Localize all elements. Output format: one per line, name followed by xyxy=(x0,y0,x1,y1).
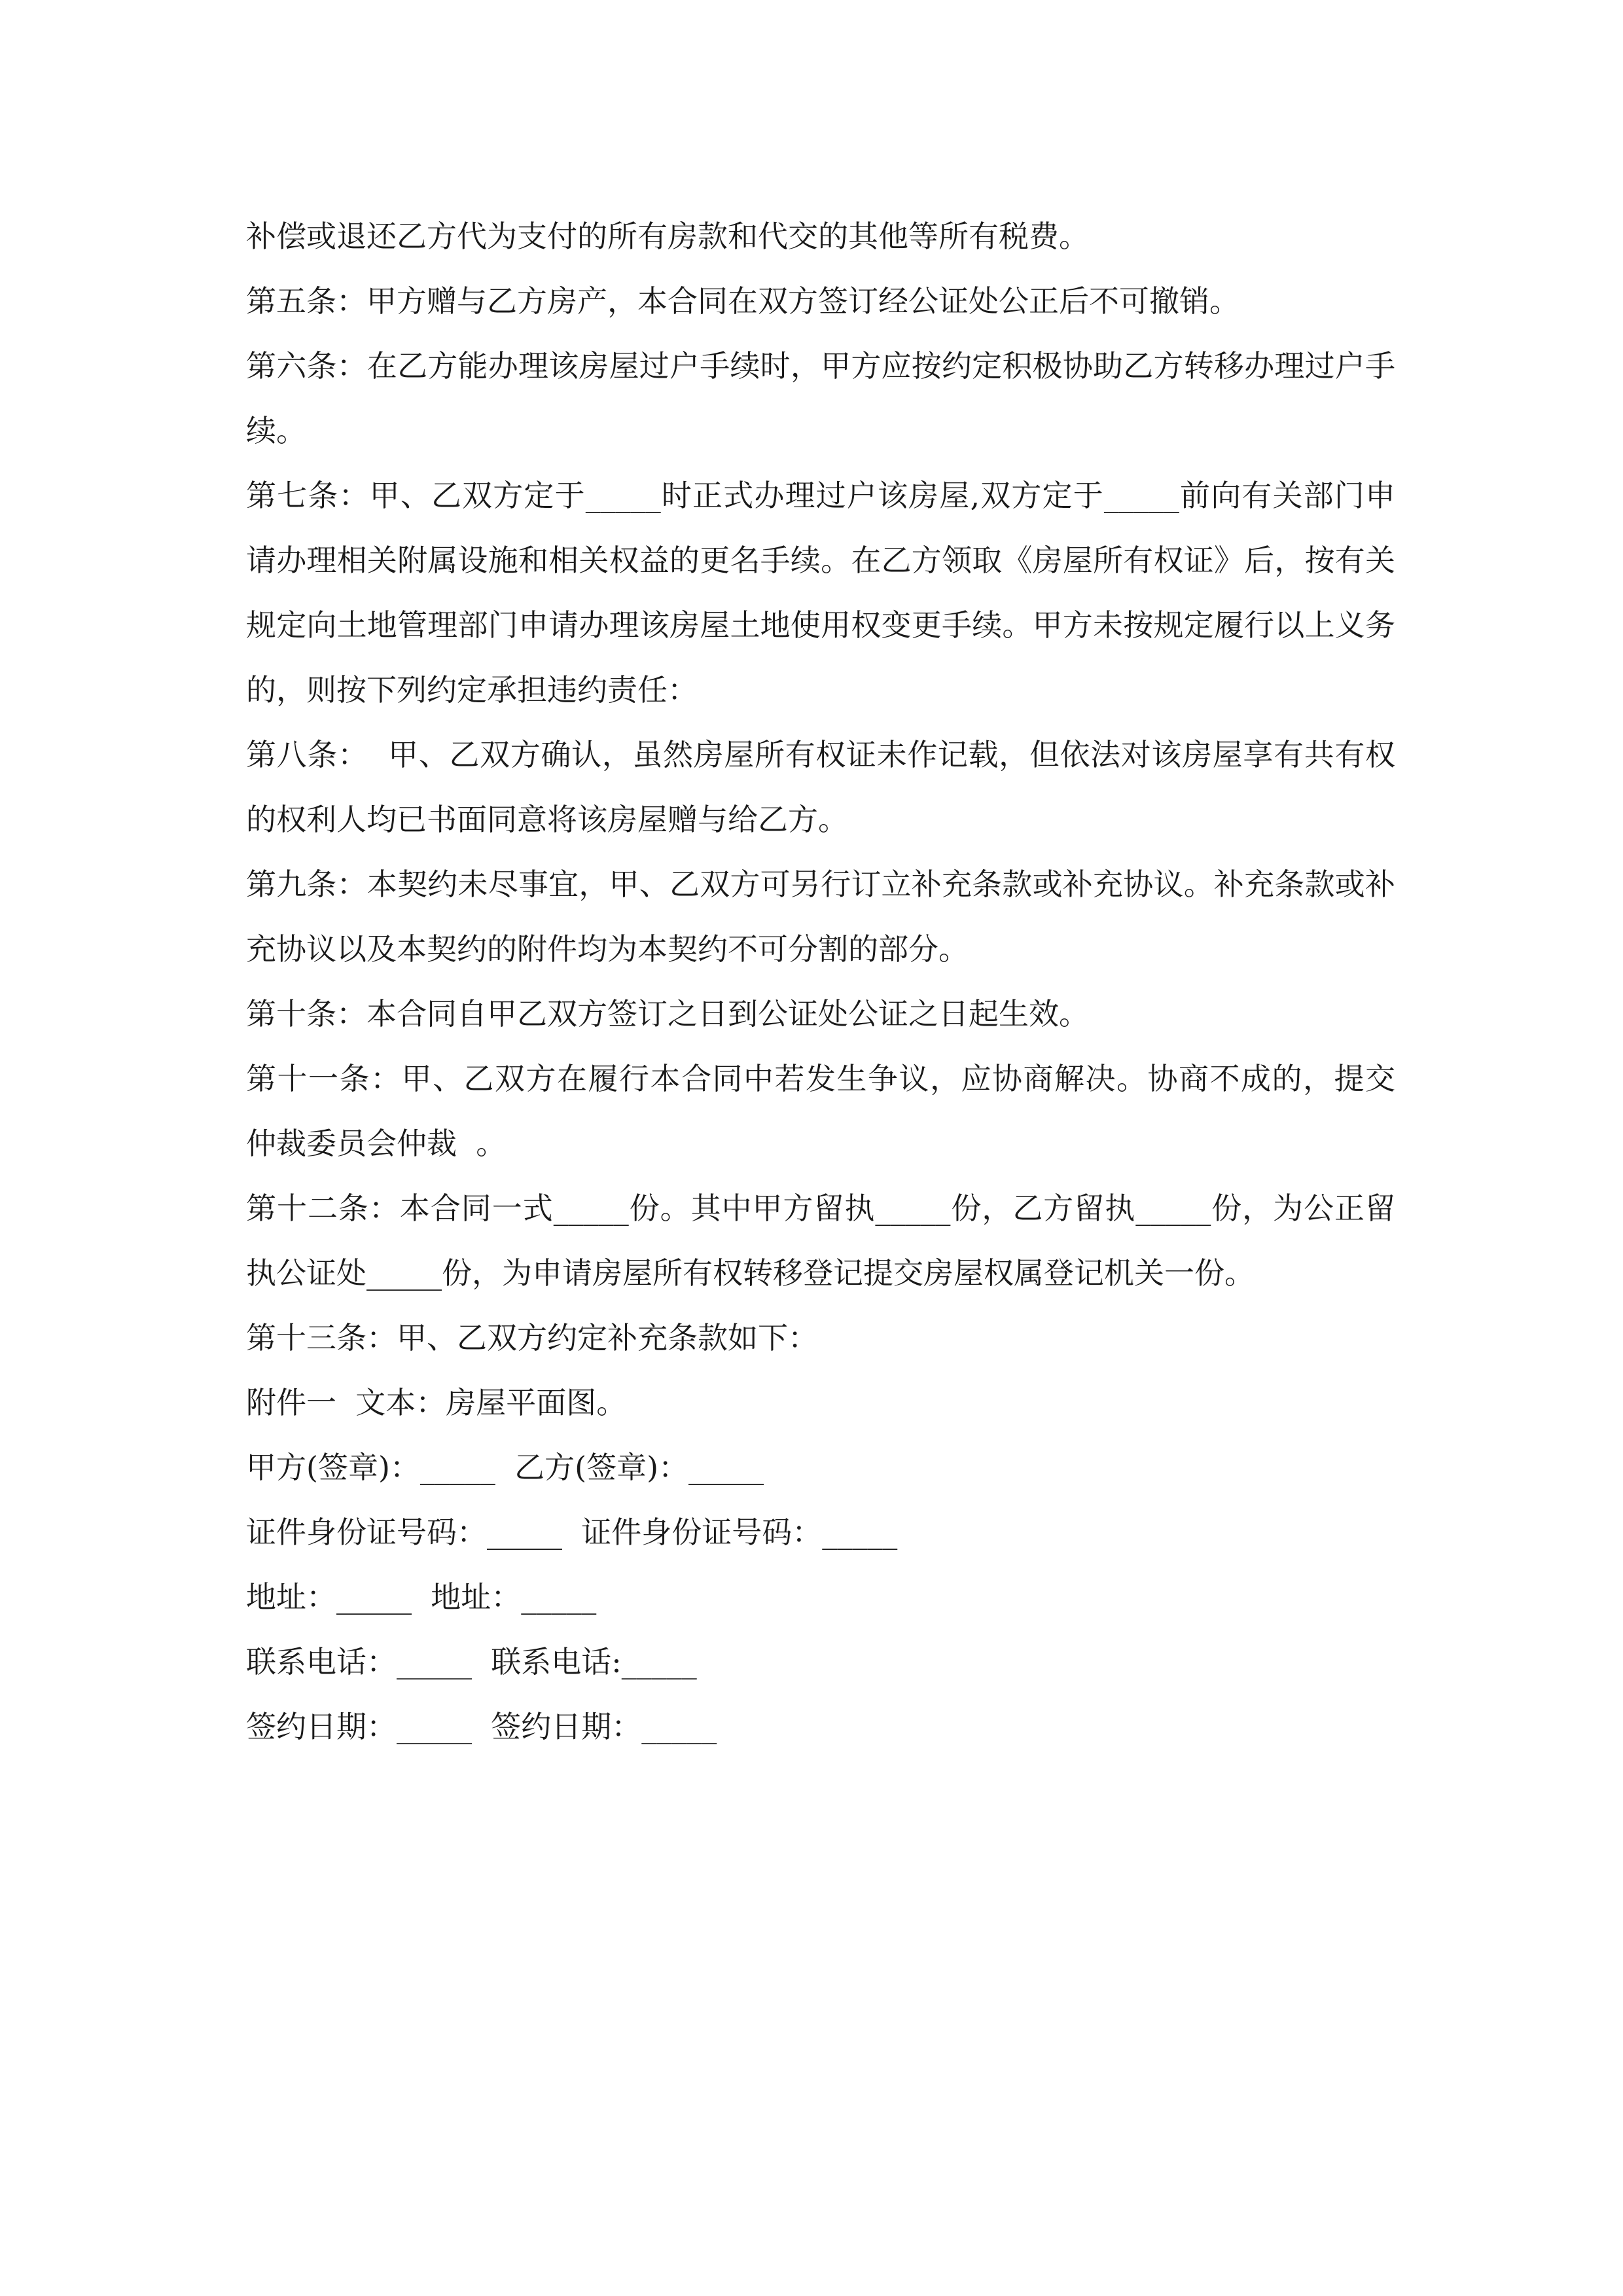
article-12: 第十二条：本合同一式_____份。其中甲方留执_____份，乙方留执_____份，为公正留执公证处_____份，为申请房屋所有权转移登记提交房屋权属登记机关一份。 xyxy=(246,1191,1395,1291)
article-8: 第八条： 甲、乙双方确认，虽然房屋所有权证未作记载，但依法对该房屋享有共有权的权利人均已书面同意将该房屋赠与给乙方。 xyxy=(246,737,1395,837)
article-5: 第五条：甲方赠与乙方房产，本合同在双方签订经公证处公正后不可撤销。 xyxy=(246,283,1240,319)
article-9: 第九条：本契约未尽事宜，甲、乙双方可另行订立补充条款或补充协议。补充条款或补充协议以及本契约的附件均为本契约不可分割的部分。 xyxy=(246,867,1395,967)
article-13: 第十三条：甲、乙双方约定补充条款如下： xyxy=(246,1320,818,1355)
signature-seal-line: 甲方(签章)：_____ 乙方(签章)：_____ xyxy=(246,1450,764,1485)
article-11: 第十一条：甲、乙双方在履行本合同中若发生争议，应协商解决。协商不成的，提交 仲裁委员会仲裁 。 xyxy=(246,1061,1415,1161)
address-line: 地址：_____ 地址：_____ xyxy=(246,1579,597,1615)
attachment-1: 附件一 文本：房屋平面图。 xyxy=(246,1385,627,1420)
id-number-line: 证件身份证号码：_____ 证件身份证号码：_____ xyxy=(246,1515,898,1550)
phone-line: 联系电话：_____ 联系电话:_____ xyxy=(246,1644,697,1679)
contract-body xyxy=(246,204,1415,1759)
paragraph-continuation: 补偿或退还乙方代为支付的所有房款和代交的其他等所有税费。 xyxy=(246,219,1089,254)
signing-date-line: 签约日期：_____ 签约日期：_____ xyxy=(246,1709,717,1744)
article-10: 第十条：本合同自甲乙双方签订之日到公证处公证之日起生效。 xyxy=(246,996,1089,1031)
article-6: 第六条：在乙方能办理该房屋过户手续时，甲方应按约定积极协助乙方转移办理过户手续。 xyxy=(246,348,1395,448)
article-7: 第七条：甲、乙双方定于_____时正式办理过户该房屋,双方定于_____前向有关部门申请办理相关附属设施和相关权益的更名手续。在乙方领取《房屋所有权证》后，按有关规定向土地管理部门申请办理该房屋土地使用权变更手续。甲方未按规定履行以上义务的，则按下列约定承担违约责任： xyxy=(246,478,1395,708)
